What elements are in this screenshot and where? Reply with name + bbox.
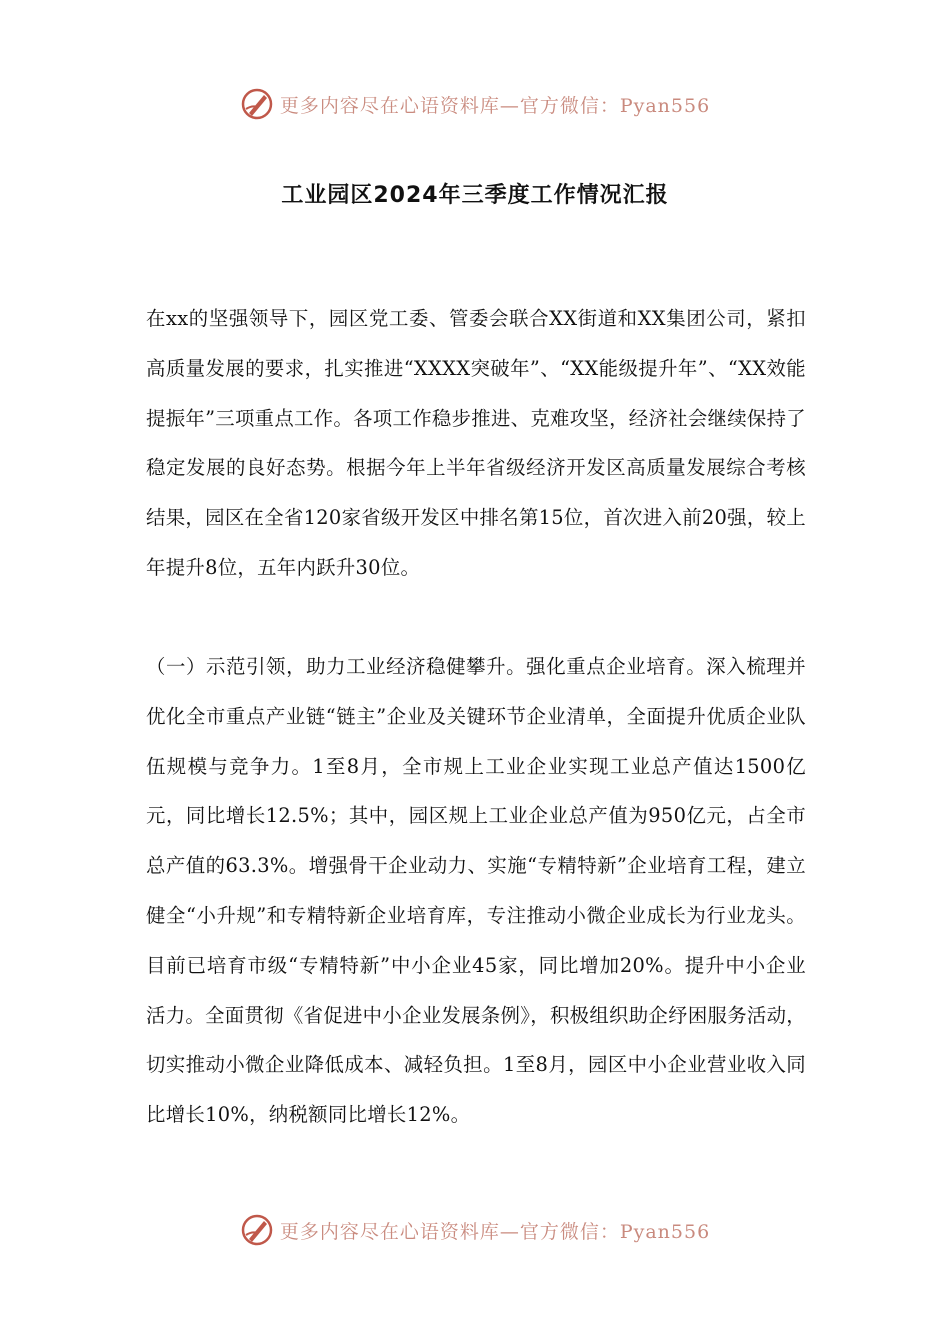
watermark-banner-top bbox=[0, 84, 950, 124]
pen-logo-icon bbox=[240, 87, 274, 121]
document-title: 工业园区2024年三季度工作情况汇报 bbox=[281, 183, 669, 208]
watermark-text: 更多内容尽在心语资料库—官方微信：Pyan556 bbox=[279, 94, 711, 117]
pen-logo-icon bbox=[240, 1213, 274, 1247]
paragraph-intro: 在xx的坚强领导下，园区党工委、管委会联合XX街道和XX集团公司，紧扣高质量发展的要求，扎实推进“XXXX突破年”、“XX能级提升年”、“XX效能提振年”三项重点工作。各项工作稳步推进、克难攻坚，经济社会继续保持了稳定发展的良好态势。根据今年上半年省级经济开发区高质量发展综合考核结果，园区在全省120家省级开发区中排名第15位，首次进入前20强，较上年提升8位，五年内跃升30位。 bbox=[146, 307, 807, 579]
paragraph-section-1: （一）示范引领，助力工业经济稳健攀升。强化重点企业培育。深入梳理并优化全市重点产业链“链主”企业及关键环节企业清单，全面提升优质企业队伍规模与竞争力。1至8月，全市规上工业企业实现工业总产值达1500亿元，同比增长12.5%；其中，园区规上工业企业总产值为950亿元，占全市总产值的63.3%。增强骨干企业动力、实施“专精特新”企业培育工程，建立健全“小升规”和专精特新企业培育库，专注推动小微企业成长为行业龙头。目前已培育市级“专精特新”中小企业45家，同比增加20%。提升中小企业活力。全面贯彻《省促进中小企业发展条例》，积极组织助企纾困服务活动，切实推动小微企业降低成本、减轻负担。1至8月，园区中小企业营业收入同比增长10%，纳税额同比增长12%。 bbox=[146, 655, 806, 1127]
watermark-banner-bottom bbox=[0, 1210, 950, 1250]
watermark-text: 更多内容尽在心语资料库—官方微信：Pyan556 bbox=[279, 1220, 711, 1243]
